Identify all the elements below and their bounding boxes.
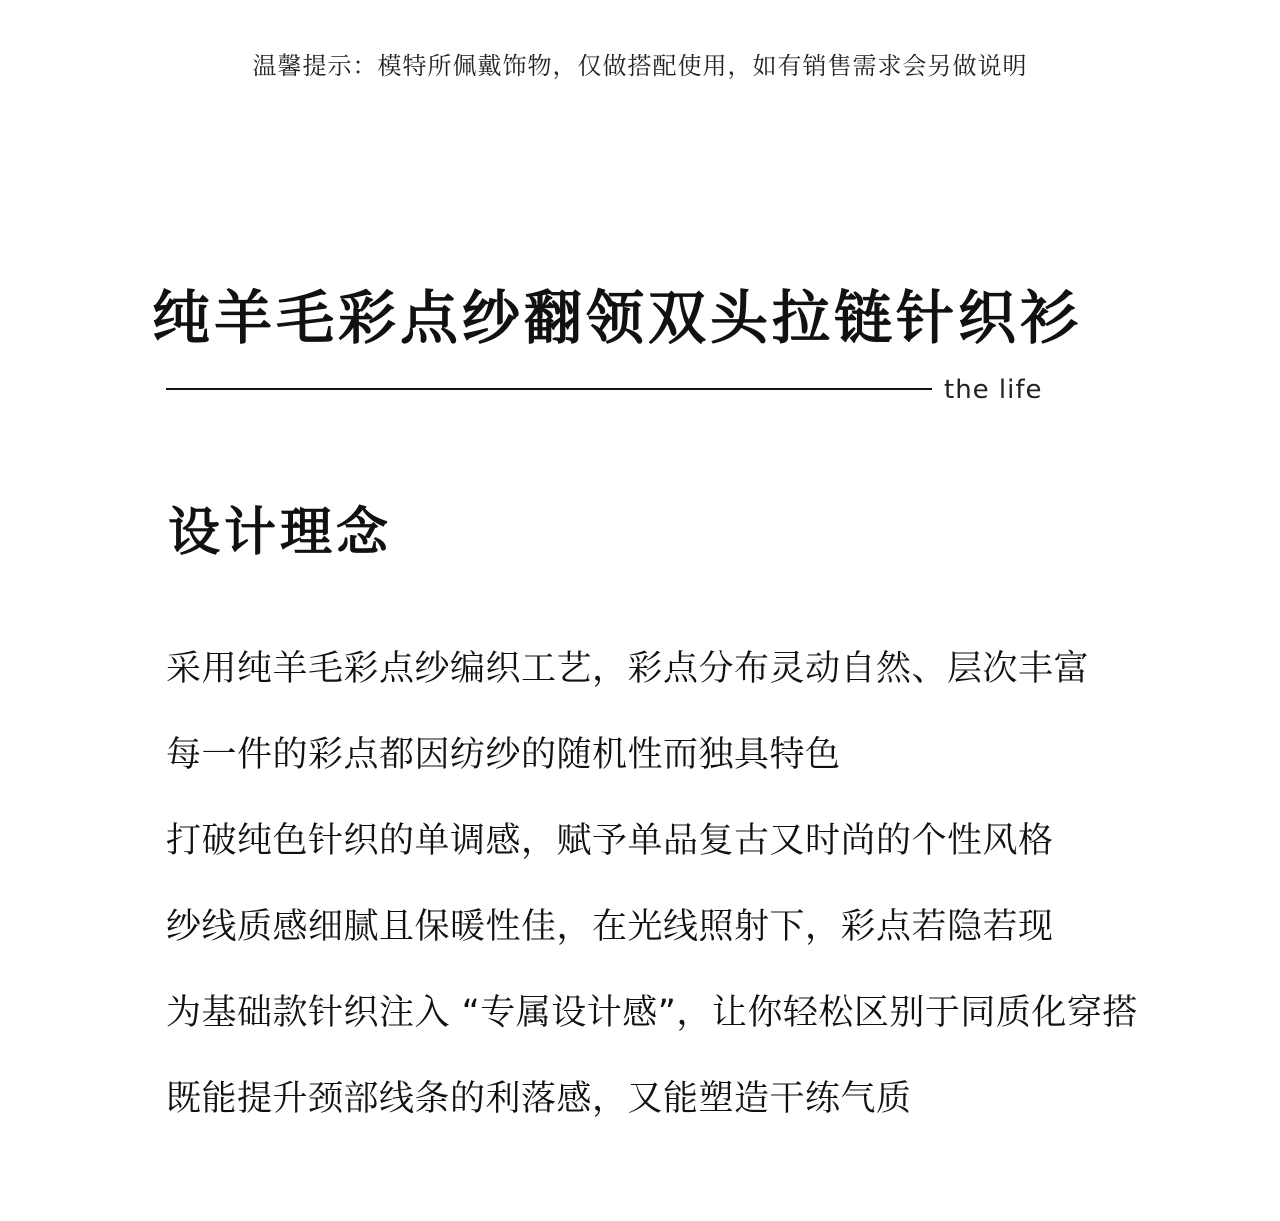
design-concept-list: [166, 626, 1266, 1142]
concept-line: 每一件的彩点都因纺纱的随机性而独具特色: [166, 735, 841, 775]
tagline: the life: [944, 375, 1043, 405]
concept-line: 采用纯羊毛彩点纱编织工艺，彩点分布灵动自然、层次丰富: [166, 649, 1090, 689]
concept-line: 纱线质感细腻且保暖性佳，在光线照射下，彩点若隐若现: [166, 907, 1054, 947]
notice-text: 温馨提示：模特所佩戴饰物，仅做搭配使用，如有销售需求会另做说明: [252, 52, 1028, 80]
divider-line: [166, 388, 932, 390]
section-heading: 设计理念: [168, 503, 393, 563]
concept-line: 为基础款针织注入 “专属设计感”，让你轻松区别于同质化穿搭: [166, 993, 1138, 1033]
product-title: 纯羊毛彩点纱翻领双头拉链针织衫: [152, 284, 1083, 352]
concept-line: 打破纯色针织的单调感，赋予单品复古又时尚的个性风格: [166, 821, 1054, 861]
concept-line: 既能提升颈部线条的利落感，又能塑造干练气质: [166, 1079, 912, 1119]
